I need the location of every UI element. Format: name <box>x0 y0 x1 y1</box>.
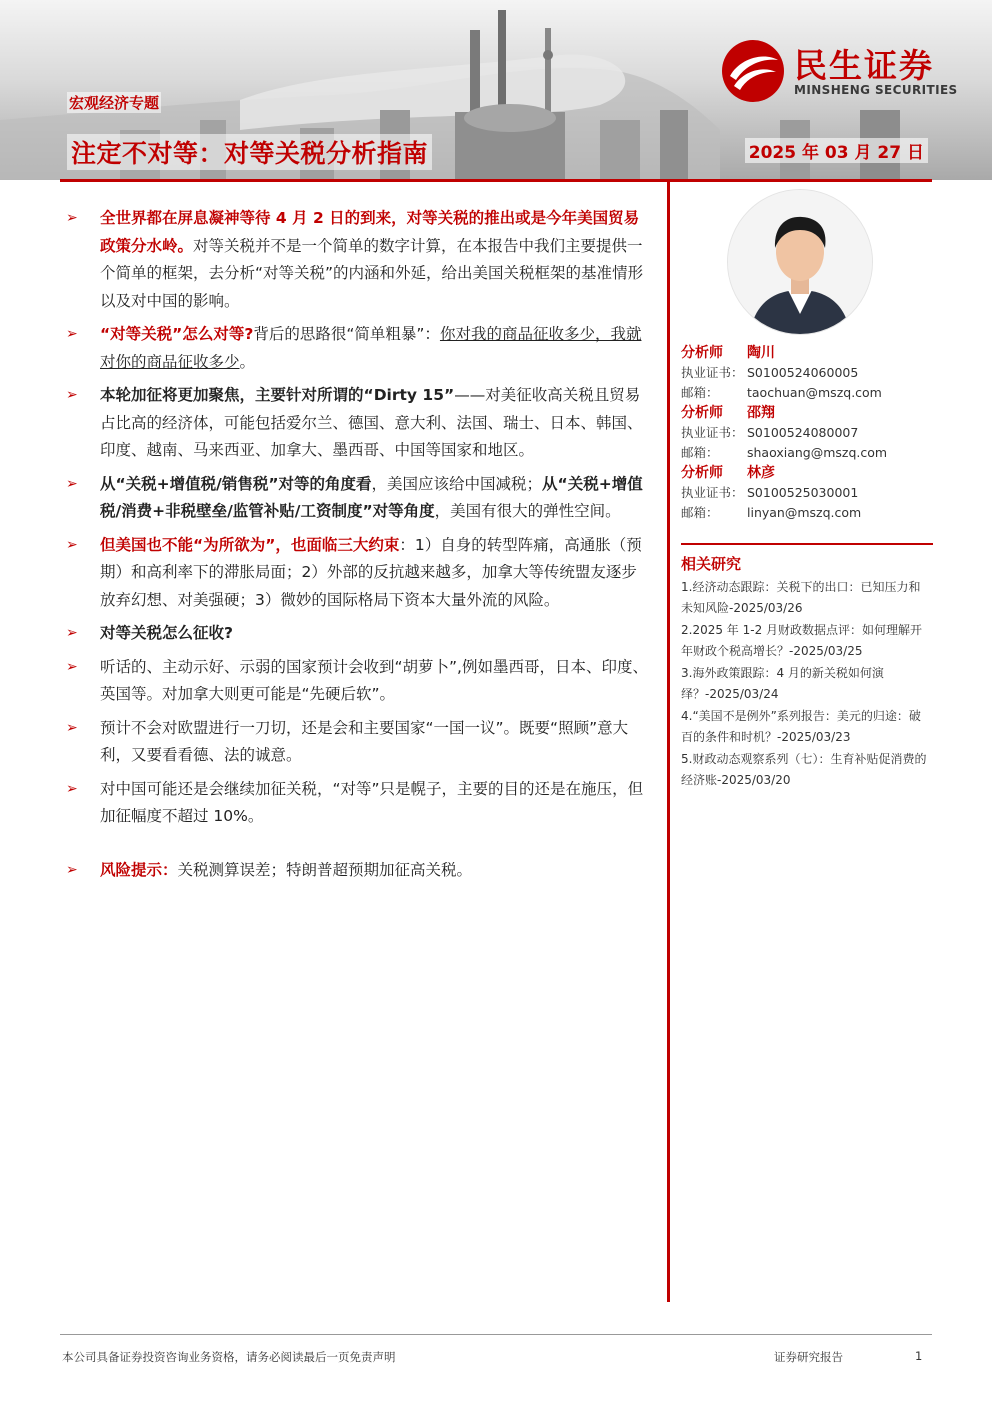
arrow-bullet-icon: ➢ <box>66 387 78 403</box>
analyst-block: 分析师 陶川 执业证书： S0100524060005 邮箱： taochuan@mszq.com <box>681 343 933 403</box>
arrow-bullet-icon: ➢ <box>66 475 78 492</box>
analyst-list <box>681 343 933 523</box>
related-research-item[interactable]: 3.海外政策跟踪：4 月的新关税如何演绎？-2025/03/24 <box>681 666 884 701</box>
related-research-item[interactable]: 4.“美国不是例外”系列报告：美元的归途：破百的条件和时机？-2025/03/23 <box>681 709 921 744</box>
arrow-bullet-icon: ➢ <box>66 210 78 226</box>
summary-section <box>64 205 652 890</box>
arrow-bullet-icon: ➢ <box>66 658 78 675</box>
footer-disclaimer: 本公司具备证券投资咨询业务资格，请务必阅读最后一页免责声明 <box>62 1350 396 1364</box>
logo-text-cn: 民生证券 <box>794 46 934 85</box>
analyst-email[interactable]: taochuan@mszq.com <box>747 385 882 400</box>
person-avatar-icon <box>728 190 872 334</box>
logo-text-en: MINSHENG SECURITIES <box>794 83 958 97</box>
summary-bullet: ➢ 本轮加征将更加聚焦，主要针对所谓的“Dirty 15”——对美征收高关税且贸易占比高的经济体，可能包括爱尔兰、德国、意大利、法国、瑞士、日本、韩国、印度、越南、马来西亚、加拿大、墨西哥、中国等国家和地区。 <box>64 382 652 465</box>
analyst-cert: S0100525030001 <box>747 485 859 500</box>
analyst-cert: S0100524080007 <box>747 425 859 440</box>
arrow-bullet-icon: ➢ <box>66 625 78 641</box>
arrow-bullet-icon: ➢ <box>66 780 78 797</box>
analyst-email[interactable]: shaoxiang@mszq.com <box>747 445 888 460</box>
analyst-name: 邵翔 <box>747 405 775 421</box>
analyst-block: 分析师 林彦 执业证书： S0100525030001 邮箱： linyan@mszq.com <box>681 463 933 523</box>
analyst-name: 陶川 <box>747 345 775 361</box>
footer-doc-type: 证券研究报告 <box>774 1350 843 1364</box>
company-logo <box>720 38 965 104</box>
analyst-photo <box>727 189 873 335</box>
summary-bullet: ➢ 对等关税怎么征收? <box>64 620 652 648</box>
related-research-item[interactable]: 2.2025 年 1-2 月财政数据点评：如何理解开年财政个税高增长？-2025/03/25 <box>681 623 923 658</box>
section-tag: 宏观经济专题 <box>69 94 160 112</box>
report-title: 注定不对等：对等关税分析指南 <box>67 134 432 170</box>
analyst-email[interactable]: linyan@mszq.com <box>747 505 862 520</box>
arrow-bullet-icon: ➢ <box>66 719 78 736</box>
summary-bullet: ➢ 听话的、主动示好、示弱的国家预计会收到“胡萝卜”,例如墨西哥，日本、印度、英国等。对加拿大则更可能是“先硬后软”。 <box>64 654 652 709</box>
header-divider <box>60 179 932 182</box>
report-date: 2025 年 03 月 27 日 <box>745 138 928 163</box>
analyst-name: 林彦 <box>747 465 775 481</box>
related-research-title: 相关研究 <box>681 543 933 574</box>
summary-bullet: ➢ “对等关税”怎么对等?背后的思路很“简单粗暴”：你对我的商品征收多少，我就对你的商品征收多少。 <box>64 321 652 376</box>
arrow-bullet-icon: ➢ <box>66 326 78 342</box>
related-research-item[interactable]: 5.财政动态观察系列（七）：生育补贴促消费的经济账-2025/03/20 <box>681 752 927 787</box>
arrow-bullet-icon: ➢ <box>66 861 78 878</box>
analyst-block: 分析师 邵翔 执业证书： S0100524080007 邮箱： shaoxiang@mszq.com <box>681 403 933 463</box>
footer-divider <box>60 1334 932 1335</box>
column-divider <box>667 182 670 1302</box>
summary-bullet: ➢ 全世界都在屏息凝神等待 4 月 2 日的到来，对等关税的推出或是今年美国贸易政策分水岭。对等关税并不是一个简单的数字计算，在本报告中我们主要提供一个简单的框架，去分析“对等关税”的内涵和外延，给出美国关税框架的基准情形以及对中国的影响。 <box>64 205 652 315</box>
logo-mark-icon <box>720 38 786 104</box>
summary-bullet: ➢ 对中国可能还是会继续加征关税，“对等”只是幌子，主要的目的还是在施压，但加征幅度不超过 10%。 <box>64 776 652 831</box>
risk-warning: ➢ 风险提示：关税测算误差；特朗普超预期加征高关税。 <box>64 857 652 885</box>
analyst-cert: S0100524060005 <box>747 365 859 380</box>
related-research-item[interactable]: 1.经济动态跟踪：关税下的出口：已知压力和未知风险-2025/03/26 <box>681 580 921 615</box>
page-number: 1 <box>915 1349 923 1363</box>
summary-bullet: ➢ 但美国也不能“为所欲为”，也面临三大约束：1）自身的转型阵痛，高通胀（预期）和高利率下的滞胀局面；2）外部的反抗越来越多，加拿大等传统盟友逐步放弃幻想、对美强硬；3）微妙的国际格局下资本大量外流的风险。 <box>64 532 652 615</box>
related-research-list <box>681 577 929 792</box>
arrow-bullet-icon: ➢ <box>66 536 78 553</box>
summary-bullet: ➢ 预计不会对欧盟进行一刀切，还是会和主要国家“一国一议”。既要“照顾”意大利，又要看看德、法的诚意。 <box>64 715 652 770</box>
summary-bullet: ➢ 从“关税+增值税/销售税”对等的角度看，美国应该给中国减税；从“关税+增值税/消费+非税壁垒/监管补贴/工资制度”对等角度，美国有很大的弹性空间。 <box>64 471 652 526</box>
